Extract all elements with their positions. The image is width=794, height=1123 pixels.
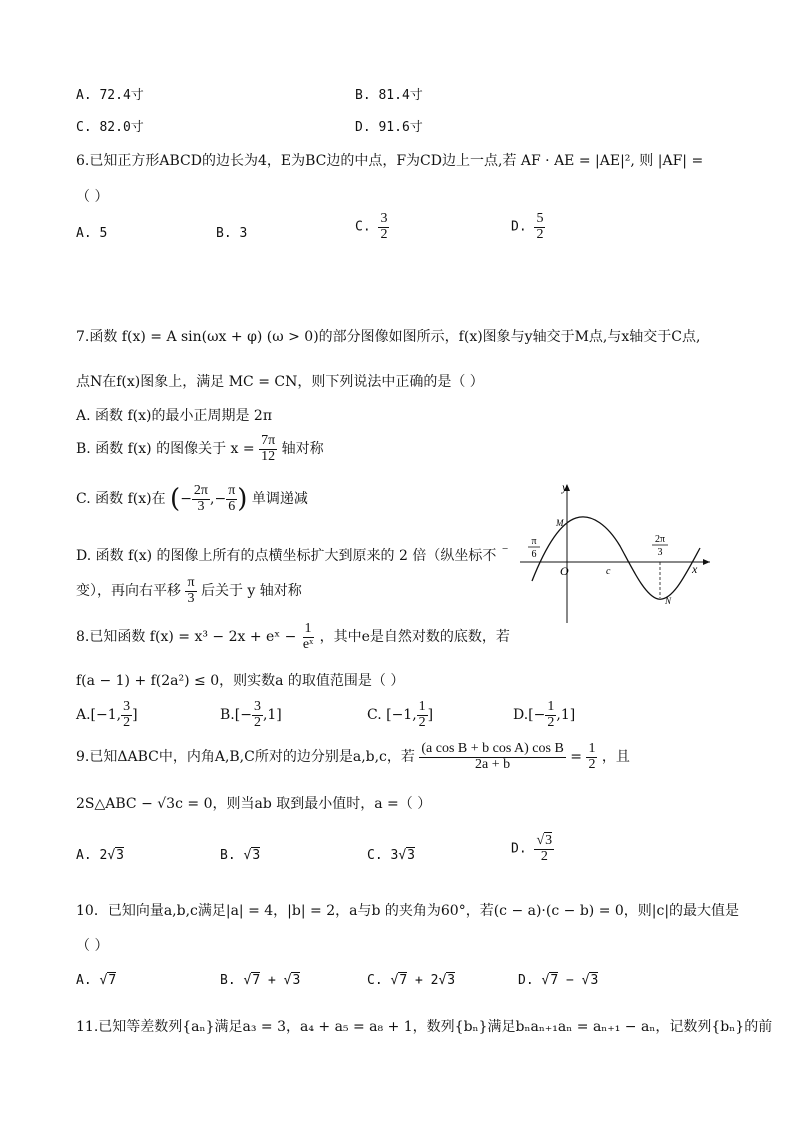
q8-a-den: 2 (123, 714, 131, 730)
q9-b-label: B. (220, 848, 244, 863)
q9-stem (76, 742, 630, 772)
q10-d-rad2: 3 (590, 973, 599, 988)
q5-option-d: D. 91.6寸 (355, 120, 423, 135)
q10-option-c: C. √7 + 2√3 (367, 973, 456, 988)
q6-stem: 6.已知正方形ABCD的边长为4，E为BC边的中点，F为CD边上一点,若 AF · AE = |AE|², 则 |AF| = (76, 153, 704, 169)
q8-b-den: 2 (253, 714, 261, 730)
q6-c-num: 3 (380, 211, 388, 226)
q8-c-num: 1 (418, 699, 426, 714)
q8-d-den: 2 (547, 714, 555, 730)
q7-d-pre: 变），再向右平移 (76, 583, 181, 600)
q6-option-b: B. 3 (216, 226, 248, 241)
q8-option-d (513, 700, 575, 730)
q10-a-rad: 7 (108, 973, 117, 988)
q10-c-rad2: 3 (447, 973, 456, 988)
q10-option-d: D. √7 − √3 (518, 973, 599, 988)
q7-b-den: 12 (261, 448, 276, 464)
q8-c-pre: C. [−1, (367, 707, 417, 724)
q8-b-pre: B.[− (220, 707, 252, 724)
q11-stem: 11.已知等差数列{aₙ}满足a₃ = 3，a₄ + a₅ = a₈ + 1，数列{bₙ}满足bₙaₙ₊₁aₙ = aₙ₊₁ − aₙ，记数列{bₙ}的前 (76, 1019, 773, 1035)
q9-b-rad: 3 (252, 848, 261, 863)
q7-option-c: C. 函数 f(x)在 (− $\frac{2\pi}{3}$ ,− $\frac{\pi}{6}$ ) 单调递减 (76, 483, 308, 515)
graph-left-den: 6 (531, 549, 537, 560)
q5-option-c: C. 82.0寸 (76, 120, 144, 135)
graph-n: N (665, 596, 672, 606)
q7-c-den2: 6 (228, 498, 236, 514)
q6-c-den: 2 (380, 226, 388, 242)
q9-d-den: 2 (540, 848, 548, 864)
q8-c-post: ] (427, 707, 434, 724)
q9-frac-den: 2a + b (475, 756, 511, 772)
graph-right-den: 3 (657, 547, 663, 558)
q8-a-num: 3 (123, 699, 131, 714)
q10-b-rad1: 7 (252, 973, 261, 988)
q8-option-a (76, 700, 138, 730)
q7-c-post: 单调递减 (251, 491, 308, 508)
q8-line2: f(a − 1) + f(2a²) ≤ 0，则实数a 的取值范围是（ ） (76, 673, 405, 689)
q9-half-den: 2 (588, 756, 596, 772)
graph-origin: O (560, 564, 569, 578)
q10-a-label: A. (76, 973, 92, 988)
q9-frac-num: (a cos B + b cos A) cos B (421, 741, 564, 756)
q6-d-num: 5 (536, 211, 544, 226)
q6-option-c-label: C. (355, 219, 371, 235)
q9-a-rad: 3 (116, 848, 124, 863)
q8-stem-pre: 8.已知函数 f(x) = x³ − 2x + eˣ − (76, 629, 297, 646)
q8-a-post: ] (132, 707, 138, 724)
q7-d-post: 后关于 y 轴对称 (200, 583, 302, 600)
q10-c-label: C. (367, 973, 383, 988)
q8-option-b (220, 700, 282, 730)
q9-option-b: B. √3 (220, 848, 261, 863)
sine-curve (532, 517, 700, 599)
graph-m: M (556, 518, 564, 528)
q10-paren: （ ） (76, 938, 109, 954)
graph-right-num: 2π (654, 534, 666, 545)
q10-b-label: B. (220, 973, 236, 988)
q9-half-num: 1 (588, 741, 596, 756)
q7-stem-line1: 7.函数 f(x) = A sin(ωx + φ) (ω > 0)的部分图像如图所示，f(x)图象与y轴交于M点,与x轴交于C点, (76, 329, 701, 345)
q9-eq: = (570, 749, 582, 766)
q8-option-c (367, 700, 433, 730)
q9-d-label: D. (511, 841, 527, 857)
q9-stem-pre: 9.已知ΔABC中，内角A,B,C所对的边分别是a,b,c，若 (76, 749, 415, 766)
q9-line2: 2S△ABC − √3c = 0，则当ab 取到最小值时，a =（ ） (76, 796, 432, 812)
q10-option-b: B. √7 + √3 (220, 973, 301, 988)
q5-option-a: A. 72.4寸 (76, 88, 144, 103)
q7-option-d-line1: D. 函数 f(x) 的图像上所有的点横坐标扩大到原来的 2 倍（纵坐标不 (76, 548, 497, 564)
q7-b-pre: B. 函数 f(x) 的图像关于 x = (76, 441, 255, 458)
q9-option-d: D. $\frac{√3}{2}$ (511, 833, 553, 864)
q9-c-label: C. 3 (367, 848, 399, 863)
graph-c: c (606, 566, 611, 577)
q9-a-label: A. 2 (76, 848, 108, 863)
q9-option-a: A. 2√3 (76, 848, 124, 863)
graph-left-minus: − (502, 543, 509, 555)
q9-d-num-rad: 3 (545, 833, 553, 848)
graph-y-label: y (562, 480, 568, 494)
q7-option-a: A. 函数 f(x)的最小正周期是 2π (76, 408, 273, 424)
q7-stem-line2: 点N在f(x)图象上，满足 MC = CN，则下列说法中正确的是（ ） (76, 374, 484, 390)
q8-d-num: 1 (547, 699, 555, 714)
q10-b-rad2: 3 (292, 973, 301, 988)
q6-option-d-label: D. (511, 219, 527, 235)
q8-b-num: 3 (253, 699, 261, 714)
q7-b-num: 7π (261, 433, 276, 448)
q10-b-plus: + (267, 973, 276, 988)
q6-option-a: A. 5 (76, 226, 108, 241)
q8-stem (76, 622, 510, 652)
q10-c-plus: + 2 (414, 973, 439, 988)
q8-stem-den: eˣ (302, 636, 314, 652)
q6-d-den: 2 (536, 226, 544, 242)
q7-d-num: π (187, 575, 195, 590)
q7-c-pre: C. 函数 f(x)在 (76, 491, 166, 508)
q7-option-b (76, 434, 324, 464)
graph-x-label: x (692, 562, 698, 576)
q8-b-post: ,1] (262, 707, 282, 724)
q10-stem: 10．已知向量a,b,c满足|a| = 4，|b| = 2，a与b 的夹角为60°，若(c − a)·(c − b) = 0，则|c|的最大值是 (76, 903, 740, 919)
q10-d-minus: − (565, 973, 574, 988)
q7-c-num2: π (228, 483, 236, 498)
q8-c-den: 2 (418, 714, 426, 730)
q6-option-c (355, 212, 389, 242)
q7-d-den: 3 (187, 590, 195, 606)
q7-b-post: 轴对称 (281, 441, 324, 458)
q9-c-rad: 3 (407, 848, 415, 863)
q9-stem-post: ，且 (601, 749, 630, 766)
q5-option-b: B. 81.4寸 (355, 88, 423, 103)
q8-a-pre: A.[−1, (76, 707, 122, 724)
q8-d-pre: D.[− (513, 707, 546, 724)
q7-c-num1: 2π (193, 483, 208, 498)
q8-stem-post: ，其中e是自然对数的底数，若 (319, 629, 510, 646)
q6-paren: （ ） (76, 189, 109, 205)
q7-c-den1: 3 (197, 498, 205, 514)
q10-d-label: D. (518, 973, 534, 988)
q10-c-rad1: 7 (399, 973, 408, 988)
q7-option-d-line2 (76, 576, 302, 606)
q8-stem-num: 1 (304, 621, 312, 636)
q10-d-rad1: 7 (550, 973, 559, 988)
q8-d-post: ,1] (556, 707, 576, 724)
x-axis-arrow (703, 559, 710, 565)
graph-left-num: π (531, 536, 537, 547)
q6-option-d (511, 212, 545, 242)
q9-option-c: C. 3√3 (367, 848, 415, 863)
q7-sine-graph (500, 478, 720, 628)
q10-option-a: A. √7 (76, 973, 117, 988)
